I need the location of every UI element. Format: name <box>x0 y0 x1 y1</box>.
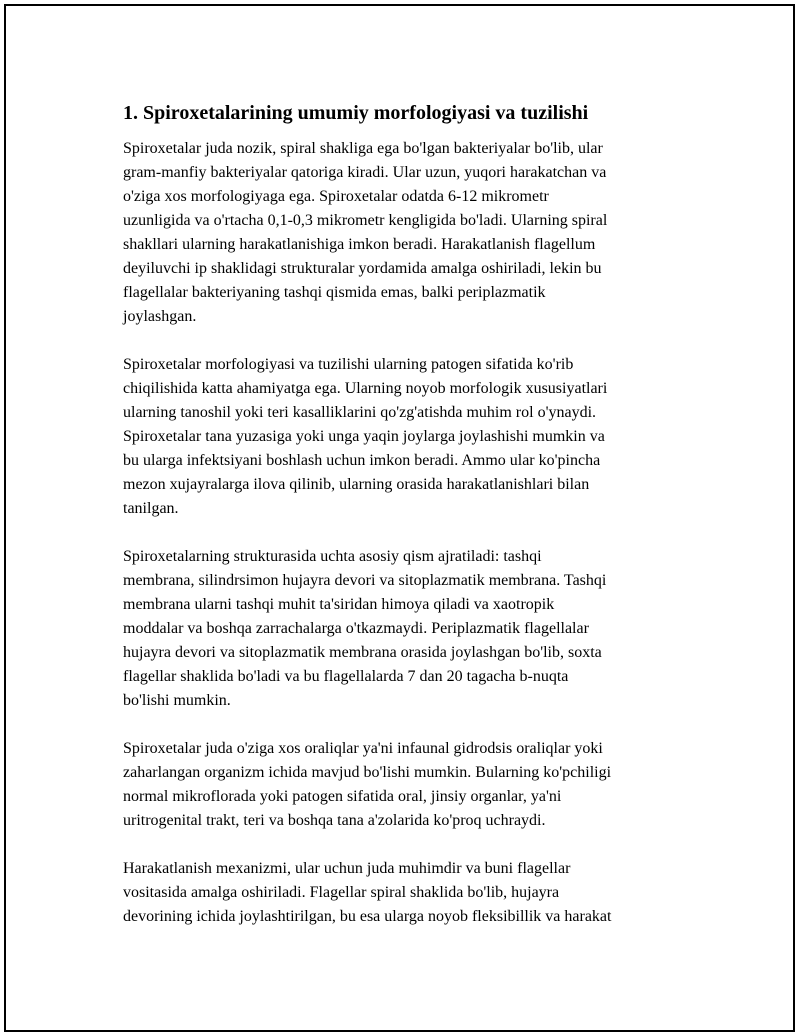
text-line: Spiroxetalar juda nozik, spiral shakliga ega bo'lgan bakteriyalar bo'lib, ular <box>123 140 603 157</box>
paragraph-2 <box>123 353 698 521</box>
text-line: flagellar shaklida bo'ladi va bu flagellalarda 7 dan 20 tagacha b-nuqta <box>123 668 569 685</box>
text-line: deyiluvchi ip shaklidagi strukturalar yordamida amalga oshiriladi, lekin bu <box>123 260 602 277</box>
text-line: moddalar va boshqa zarrachalarga o'tkazmaydi. Periplazmatik flagellalar <box>123 620 589 637</box>
text-line: chiqilishida katta ahamiyatga ega. Ularning noyob morfologik xususiyatlari <box>123 380 608 397</box>
paragraph-5 <box>123 857 698 929</box>
text-line: mezon xujayralarga ilova qilinib, ularning orasida harakatlanishlari bilan <box>123 476 590 493</box>
text-line: membrana ularni tashqi muhit ta'siridan himoya qiladi va xaotropik <box>123 596 555 613</box>
paragraph-4 <box>123 737 698 833</box>
text-line: shakllari ularning harakatlanishiga imkon beradi. Harakatlanish flagellum <box>123 236 596 253</box>
text-line: devorining ichida joylashtirilgan, bu esa ularga noyob fleksibillik va harakat <box>123 908 612 925</box>
text-line: normal mikroflorada yoki patogen sifatida oral, jinsiy organlar, ya'ni <box>123 788 562 805</box>
text-line: Harakatlanish mexanizmi, ular uchun juda muhimdir va buni flagellar <box>123 860 571 877</box>
text-line: o'ziga xos morfologiyaga ega. Spiroxetalar odatda 6-12 mikrometr <box>123 188 549 205</box>
text-line: ularning tanoshil yoki teri kasalliklarini qo'zg'atishda muhim rol o'ynaydi. <box>123 404 597 421</box>
text-line: uritrogenital trakt, teri va boshqa tana a'zolarida ko'proq uchraydi. <box>123 812 546 829</box>
text-line: hujayra devori va sitoplazmatik membrana orasida joylashgan bo'lib, soxta <box>123 644 602 661</box>
text-line: bu ularga infektsiyani boshlash uchun imkon beradi. Ammo ular ko'pincha <box>123 452 601 469</box>
text-line: bo'lishi mumkin. <box>123 692 231 709</box>
text-line: vositasida amalga oshiriladi. Flagellar spiral shaklida bo'lib, hujayra <box>123 884 560 901</box>
document-body <box>123 99 698 953</box>
text-line: flagellalar bakteriyaning tashqi qismida emas, balki periplazmatik <box>123 284 546 301</box>
text-line: Spiroxetalar tana yuzasiga yoki unga yaqin joylarga joylashishi mumkin va <box>123 428 605 445</box>
text-line: uzunligida va o'rtacha 0,1-0,3 mikrometr kengligida bo'ladi. Ularning spiral <box>123 212 608 229</box>
document-page <box>4 4 795 1032</box>
text-line: Spiroxetalarning strukturasida uchta asosiy qism ajratiladi: tashqi <box>123 548 542 565</box>
paragraph-1 <box>123 137 698 329</box>
document-title: 1. Spiroxetalarining umumiy morfologiyasi va tuzilishi <box>123 102 589 124</box>
text-line: gram-manfiy bakteriyalar qatoriga kiradi. Ular uzun, yuqori harakatchan va <box>123 164 607 181</box>
text-line: Spiroxetalar morfologiyasi va tuzilishi ularning patogen sifatida ko'rib <box>123 356 574 373</box>
text-line: Spiroxetalar juda o'ziga xos oraliqlar ya'ni infaunal gidrodsis oraliqlar yoki <box>123 740 603 757</box>
paragraph-3 <box>123 545 698 713</box>
text-line: membrana, silindrsimon hujayra devori va sitoplazmatik membrana. Tashqi <box>123 572 607 589</box>
text-line: zaharlangan organizm ichida mavjud bo'lishi mumkin. Bularning ko'pchiligi <box>123 764 612 781</box>
text-line: tanilgan. <box>123 500 179 517</box>
text-line: joylashgan. <box>123 308 197 325</box>
